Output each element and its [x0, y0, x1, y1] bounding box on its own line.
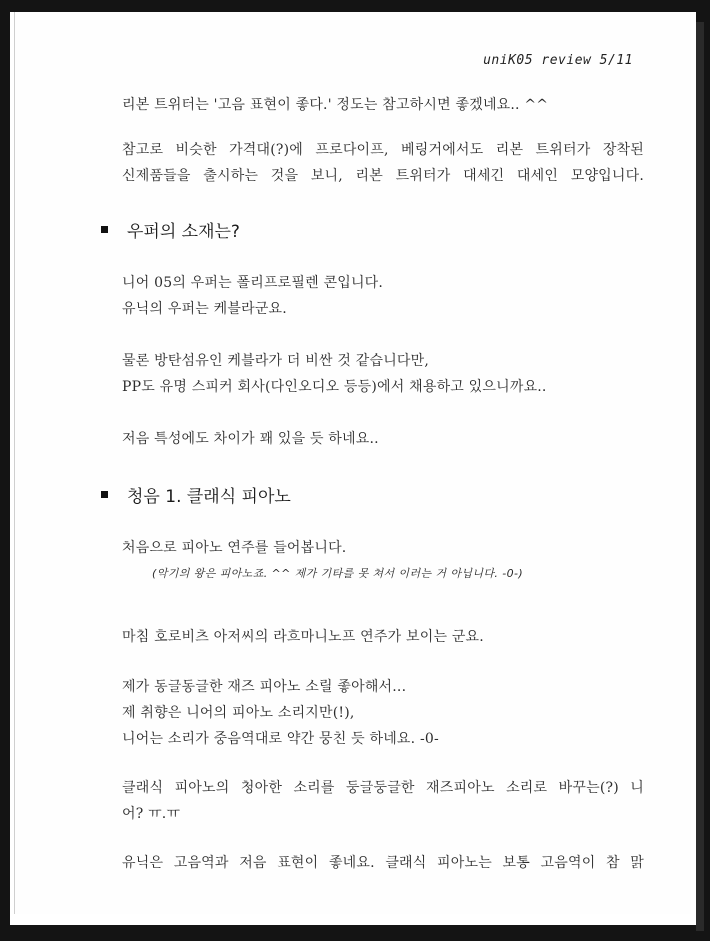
paragraph-line: 유닉의 우퍼는 케블라군요.	[122, 301, 287, 317]
paragraph-line: 리본 트위터는 '고음 표현이 좋다.' 정도는 참고하시면 좋겠네요.. ^^	[122, 97, 549, 113]
paragraph-line: 니어는 소리가 중음역대로 약간 뭉친 듯 하네요. -0-	[122, 731, 439, 747]
paragraph-line: 신제품들을 출시하는 것을 보니, 리본 트위터가 대세긴 대세인 모양입니다.	[122, 168, 644, 184]
page-header: uniK05 review 5/11	[483, 53, 633, 68]
document-page	[14, 12, 691, 914]
section-heading-listening-1	[101, 482, 291, 507]
paragraph-line: 마침 호로비츠 아저씨의 라흐마니노프 연주가 보이는 군요.	[122, 629, 484, 645]
frame-shadow	[696, 22, 704, 931]
paragraph-line: 니어 05의 우퍼는 폴리프로필렌 콘입니다.	[122, 275, 384, 291]
paragraph-line: 제가 동글동글한 재즈 피아노 소릴 좋아해서...	[122, 679, 407, 695]
paragraph-line: PP도 유명 스피커 회사(다인오디오 등등)에서 채용하고 있으니까요..	[122, 379, 547, 395]
handwritten-note: (악기의 왕은 피아노죠. ^^ 제가 기타를 못 쳐서 이러는 거 아닙니다. -0-)	[152, 567, 524, 580]
paragraph-line: 처음으로 피아노 연주를 들어봅니다.	[122, 540, 347, 556]
square-bullet-icon	[101, 491, 108, 498]
section-heading-text: 우퍼의 소재는?	[127, 222, 240, 242]
paragraph-line: 참고로 비슷한 가격대(?)에 프로다이프, 베링거에서도 리본 트위터가 장착된	[122, 142, 644, 158]
paragraph-line: 제 취향은 니어의 피아노 소리지만(!),	[122, 705, 355, 721]
paragraph-line: 저음 특성에도 차이가 꽤 있을 듯 하네요..	[122, 431, 379, 447]
paragraph-line: 어? ㅠ.ㅠ	[122, 806, 181, 822]
paragraph-line: 물론 방탄섬유인 케블라가 더 비싼 것 같습니다만,	[122, 353, 430, 369]
square-bullet-icon	[101, 226, 108, 233]
paragraph-line: 클래식 피아노의 청아한 소리를 둥글둥글한 재즈피아노 소리로 바꾸는(?) 니	[122, 780, 644, 796]
section-heading-text: 청음 1. 클래식 피아노	[127, 487, 291, 507]
section-heading-woofer	[101, 217, 240, 242]
paragraph-line: 유닉은 고음역과 저음 표현이 좋네요. 클래식 피아노는 보통 고음역이 참 맑	[122, 855, 644, 871]
